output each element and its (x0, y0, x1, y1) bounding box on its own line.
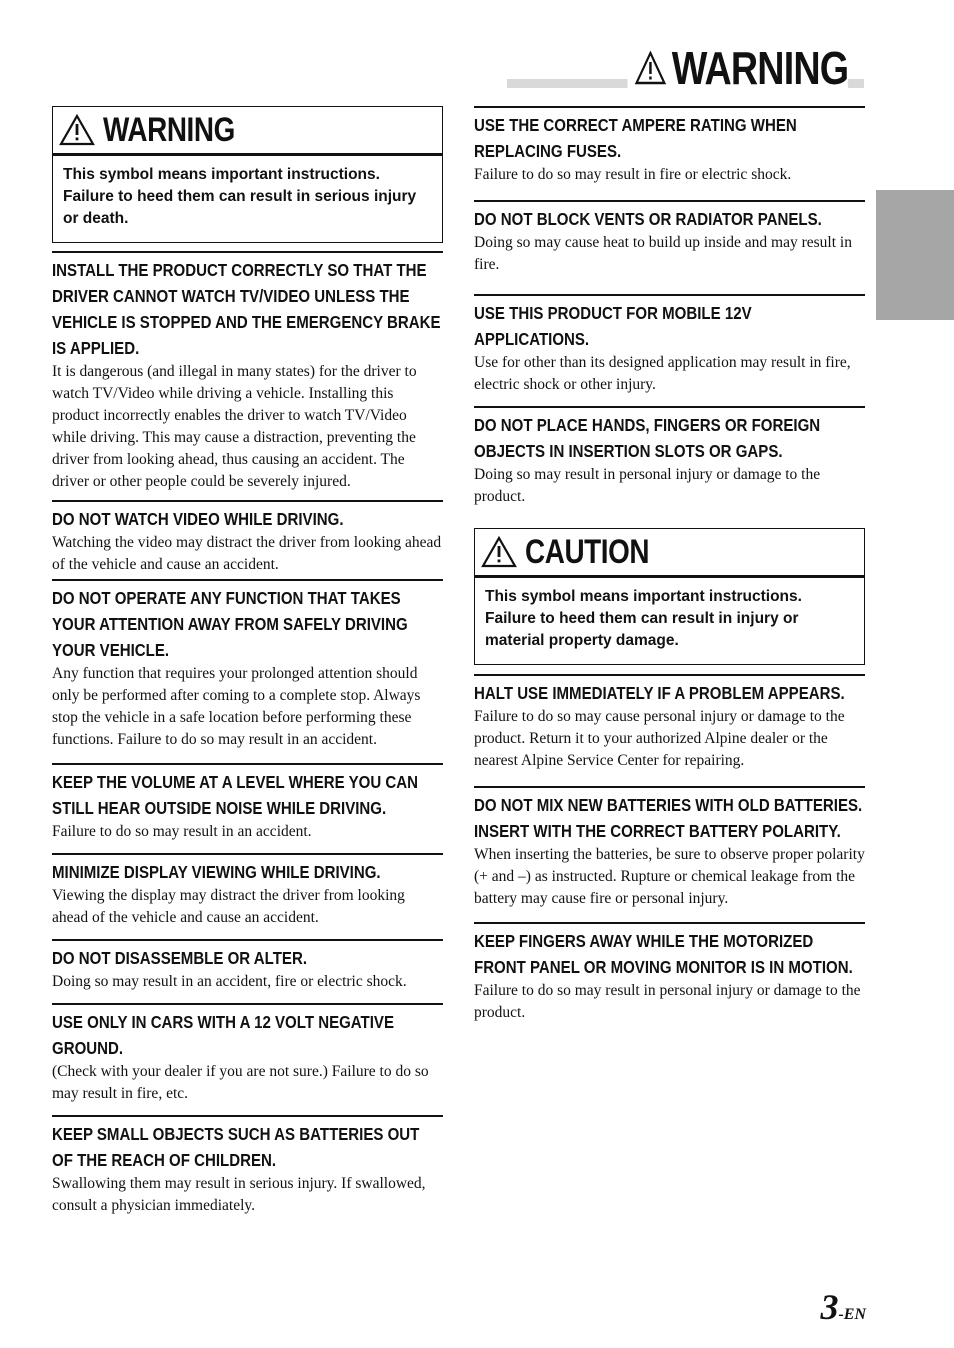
section-heading: HALT USE IMMEDIATELY IF A PROBLEM APPEARS. (474, 683, 845, 703)
section (52, 939, 443, 993)
page-number (820, 1286, 866, 1328)
section-body: It is dangerous (and illegal in many states) for the driver to watch TV/Video while driving a vehicle. Installing this product incorrectly enables the driver to watch TV/Video while driving. This may cause a distraction, preventing the driver from looking ahead, thus causing an accident. The driver or other people could be severely injured. (52, 363, 417, 490)
section-heading: KEEP FINGERS AWAY WHILE THE MOTORIZED FRONT PANEL OR MOVING MONITOR IS IN MOTION. (474, 931, 853, 977)
warning-triangle-icon (59, 114, 95, 146)
section-body: Doing so may cause heat to build up inside and may result in fire. (474, 234, 852, 273)
page-header (627, 42, 848, 94)
section-heading: DO NOT MIX NEW BATTERIES WITH OLD BATTERIES. INSERT WITH THE CORRECT BATTERY POLARITY. (474, 795, 863, 841)
section (52, 1115, 443, 1217)
section-body: When inserting the batteries, be sure to observe proper polarity (+ and –) as instructed. Rupture or chemical leakage from the battery may cause fire or personal injury. (474, 846, 865, 907)
warning-box-header (53, 107, 442, 156)
section (474, 106, 865, 186)
page-number-suffix: -EN (838, 1306, 866, 1323)
section-heading: MINIMIZE DISPLAY VIEWING WHILE DRIVING. (52, 862, 381, 882)
section-body: Swallowing them may result in serious injury. If swallowed, consult a physician immediately. (52, 1175, 426, 1214)
section-heading: DO NOT PLACE HANDS, FINGERS OR FOREIGN OBJECTS IN INSERTION SLOTS OR GAPS. (474, 415, 821, 461)
section-heading: USE THIS PRODUCT FOR MOBILE 12V APPLICATIONS. (474, 303, 752, 349)
section (52, 763, 443, 843)
section-heading: USE THE CORRECT AMPERE RATING WHEN REPLACING FUSES. (474, 115, 797, 161)
page-number-value: 3 (820, 1287, 839, 1327)
section-body: Failure to do so may result in an accident. (52, 823, 312, 840)
caution-box-text: This symbol means important instructions. Failure to heed them can result in injury or material property damage. (485, 588, 802, 649)
section (474, 200, 865, 276)
section-body: Failure to do so may cause personal injury or damage to the product. Return it to your authorized Alpine dealer or the nearest Alpine Service Center for repairing. (474, 708, 845, 769)
section (474, 786, 865, 910)
section-tab (876, 190, 954, 320)
section (474, 294, 865, 396)
section-heading: DO NOT BLOCK VENTS OR RADIATOR PANELS. (474, 209, 822, 229)
section (52, 1003, 443, 1105)
section-heading: DO NOT WATCH VIDEO WHILE DRIVING. (52, 509, 344, 529)
section-body: Viewing the display may distract the driver from looking ahead of the vehicle and cause an accident. (52, 887, 405, 926)
caution-box-header (475, 529, 864, 578)
warning-box (52, 106, 443, 243)
section (52, 500, 443, 576)
section-body: (Check with your dealer if you are not sure.) Failure to do so may result in fire, etc. (52, 1063, 429, 1102)
section-body: Watching the video may distract the driver from looking ahead of the vehicle and cause an accident. (52, 534, 442, 573)
warning-triangle-icon (481, 536, 517, 568)
section (474, 922, 865, 1024)
section (52, 853, 443, 929)
caution-box (474, 528, 865, 665)
section-body: Failure to do so may result in personal injury or damage to the product. (474, 982, 861, 1021)
warning-triangle-icon (634, 50, 667, 86)
section-body: Doing so may result in personal injury or damage to the product. (474, 466, 821, 505)
warning-box-text: This symbol means important instructions. Failure to heed them can result in serious injury or death. (63, 166, 417, 227)
section-heading: INSTALL THE PRODUCT CORRECTLY SO THAT THE DRIVER CANNOT WATCH TV/VIDEO UNLESS THE VEHICLE IS STOPPED AND THE EMERGENCY BRAKE IS APPLIED. (52, 260, 441, 358)
section-heading: DO NOT DISASSEMBLE OR ALTER. (52, 948, 308, 968)
section-body: Doing so may result in an accident, fire or electric shock. (52, 973, 407, 990)
section-body: Use for other than its designed application may result in fire, electric shock or other injury. (474, 354, 851, 393)
caution-box-title: CAUTION (525, 532, 650, 571)
section-heading: KEEP THE VOLUME AT A LEVEL WHERE YOU CAN STILL HEAR OUTSIDE NOISE WHILE DRIVING. (52, 772, 418, 818)
section-heading: USE ONLY IN CARS WITH A 12 VOLT NEGATIVE GROUND. (52, 1012, 395, 1058)
left-column (52, 106, 443, 1217)
page-header-title: WARNING (671, 42, 848, 94)
section-body: Failure to do so may result in fire or electric shock. (474, 166, 792, 183)
section-body: Any function that requires your prolonged attention should only be performed after coming to a complete stop. Always stop the vehicle in a safe location before performing these functions. Failure to do so may result in an accident. (52, 665, 421, 748)
section (52, 251, 443, 493)
right-column (474, 106, 865, 1024)
section-heading: DO NOT OPERATE ANY FUNCTION THAT TAKES YOUR ATTENTION AWAY FROM SAFELY DRIVING YOUR VEHICLE. (52, 588, 408, 660)
section (474, 674, 865, 772)
section (474, 406, 865, 508)
section (52, 579, 443, 751)
section-heading: KEEP SMALL OBJECTS SUCH AS BATTERIES OUT OF THE REACH OF CHILDREN. (52, 1124, 420, 1170)
warning-box-title: WARNING (103, 110, 235, 149)
